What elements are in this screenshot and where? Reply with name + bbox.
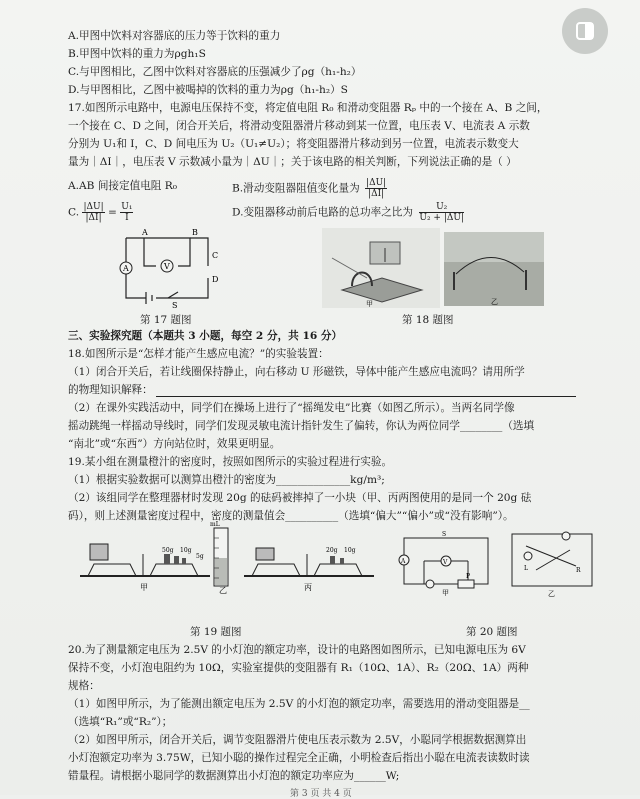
point-c-label: C (212, 251, 219, 260)
fig20-r-label: R (576, 567, 581, 574)
weight-50g-label: 50g (162, 547, 174, 554)
q17-option-a: A.AB 间接定值电阻 R₀ (68, 180, 177, 192)
point-b-label: B (192, 228, 198, 237)
voltmeter-label: V (164, 262, 170, 271)
fig18-caption: 第 18 题图 (402, 314, 454, 326)
q17-text-3: 分别为 U₁和 I，C、D 间电压为 U₂（U₁≠U₂）；将变阻器滑片移动到另一位置，电流表示数变大 (68, 138, 519, 150)
q20-text-8: 错量程。请根据小聪同学的数据测算出小灯泡的额定功率应为______W; (68, 770, 400, 782)
fraction-num: U₁ (121, 202, 133, 212)
fig19-cylinder-yi (208, 520, 238, 594)
fig19-caption: 第 19 题图 (190, 626, 242, 638)
q17-b-fraction (365, 178, 387, 199)
fig20-p-label: P (466, 573, 471, 580)
fig18-jia-label: 甲 (366, 300, 373, 308)
ammeter-label: A (123, 264, 129, 273)
q20-text-6: （2）如图甲所示，闭合开关后，调节变阻器滑片使电压表示数为 2.5V，小聪同学根据数据测算出 (68, 734, 527, 746)
q16-option-b: B.甲图中饮料的重力为ρgh₁S (68, 48, 206, 60)
fraction-den: |ΔI| (368, 189, 385, 199)
q17-option-b-label: B.滑动变阻器阻值变化量为 (232, 182, 360, 195)
q20-text-3: 规格： (68, 680, 100, 692)
fig20-circuit-yi (506, 526, 598, 598)
q18-text-1: 18.如图所示是“怎样才能产生感应电流？”的实验装置： (68, 348, 329, 360)
q20-text-7: 小灯泡额定功率为 3.75W，已知小聪的操作过程完全正确，小明检查后指出小聪在电流表读数时读 (68, 752, 530, 764)
q17-circuit-diagram (108, 226, 238, 311)
q17-text-2: 一个接在 C、D 之间，闭合开关后，将滑动变阻器滑片移动到某一位置，电压表 V、电流表 A 示数 (68, 120, 530, 132)
weight-10g-label: 10g (180, 547, 192, 554)
q19-text-4: 码），则上述测量密度过程中，密度的测量值会__________（选填“偏大”“偏小”或“没有影响”）。 (68, 510, 514, 522)
fraction-den: U₂ + |ΔU| (419, 213, 464, 223)
fraction-num: |ΔU| (366, 178, 387, 188)
q16-option-d: D.与甲图相比，乙图中被喝掉的饮料的重力为ρg（h₁-h₂）S (68, 84, 348, 96)
screen-record-icon (574, 20, 596, 42)
q19-text-1: 19.某小组在测量橙汁的密度时，按照如图所示的实验过程进行实验。 (68, 456, 393, 468)
fig17-caption: 第 17 题图 (140, 314, 192, 326)
cylinder-ml-label: mL (210, 521, 220, 528)
weight-20g-label: 20g (326, 547, 338, 554)
screen-record-button[interactable] (562, 8, 608, 54)
q17-option-b (232, 178, 387, 199)
fraction-num: |ΔU| (83, 202, 104, 212)
point-d-label: D (212, 275, 219, 284)
q17-option-d (232, 202, 464, 223)
fig18-apparatus-photo (322, 228, 440, 308)
q18-answer-blank[interactable] (156, 396, 576, 397)
fig19-balance-bing (244, 532, 374, 592)
q19-text-2: （1）根据实验数据可以测算出橙汁的密度为______________kg/m³; (68, 474, 385, 486)
fig20-jia-label: 甲 (442, 589, 449, 596)
page-footer: 第 3 页 共 4 页 (290, 789, 352, 799)
fig20-circuit-jia (396, 530, 496, 596)
q18-text-3 (68, 384, 608, 397)
fraction-num: U₂ (419, 202, 464, 213)
fig20-yi-label: 乙 (548, 590, 555, 598)
q17-option-c (68, 202, 133, 223)
q17-d-fraction (419, 202, 464, 223)
q18-text-2: （1）闭合开关后，若让线圈保持静止，向右移动 U 形磁铁，导体中能产生感应电流吗？请用所学 (68, 366, 525, 378)
section-3-heading: 三、实验探究题（本题共 3 小题，每空 2 分，共 16 分） (68, 330, 343, 342)
weight-10g-label-bing: 10g (344, 547, 356, 554)
fig19-bing-label: 丙 (304, 583, 312, 592)
q18-text-4: （2）在课外实践活动中，同学们在操场上进行了“摇绳发电”比赛（如图乙所示）。当两名同学像 (68, 402, 515, 414)
equals-sign: = (108, 206, 117, 219)
q17-option-c-label: C. (68, 206, 80, 219)
q20-text-5: （选填“R₁”或“R₂”）； (68, 716, 173, 728)
q17-text-4: 量为｜ΔI｜，电压表 V 示数减小量为｜ΔU｜；关于该电路的相关判断，下列说法正确的是（ ） (68, 156, 517, 168)
fig19-balance-jia (80, 532, 210, 592)
fig20-ammeter-label: A (401, 558, 406, 565)
fraction-den: |ΔI| (85, 213, 102, 223)
q20-text-4: （1）如图甲所示，为了能测出额定电压为 2.5V 的小灯泡的额定功率，需要选用的滑动变阻器是__ (68, 698, 530, 710)
q17-option-d-label: D.变阻器移动前后电路的总功率之比为 (232, 206, 413, 219)
q16-option-c: C.与甲图相比，乙图中饮料对容器底的压强减少了ρg（h₁-h₂） (68, 66, 362, 78)
fraction-den: I (125, 213, 129, 223)
fig19-yi-label: 乙 (219, 586, 227, 594)
fig20-caption: 第 20 题图 (466, 626, 518, 638)
fig18-rope-photo (444, 232, 544, 306)
q18-text-6: “南北”或“东西”）方向站位时，效果更明显。 (68, 438, 281, 450)
q17-c-fraction-left (82, 202, 104, 223)
q20-text-1: 20.为了测量额定电压为 2.5V 的小灯泡的额定功率，设计的电路图如图所示，已知电源电压为 6V (68, 644, 526, 656)
fig18-yi-label: 乙 (491, 298, 498, 306)
q16-option-a: A.甲图中饮料对容器底的压力等于饮料的重力 (68, 30, 281, 42)
point-a-label: A (142, 228, 148, 237)
q17-c-fraction-right (120, 202, 133, 223)
fig19-jia-label: 甲 (140, 583, 148, 592)
fig20-switch-label: S (442, 531, 447, 538)
q19-text-3: （2）该组同学在整理器材时发现 20g 的砝码被摔掉了一小块（甲、丙两图使用的是同一个 20g 砝 (68, 492, 532, 504)
q17-text-1: 17.如图所示电路中，电源电压保持不变，将定值电阻 R₀ 和滑动变阻器 Rₚ 中的一个接在 A、B 之间， (68, 102, 548, 114)
q18-text-3-label: 的物理知识解释： (68, 384, 153, 396)
q18-text-5: 摇动跳绳一样摇动导线时，同学们发现灵敏电流计指针发生了偏转，你认为两位同学________（选填 (68, 420, 535, 432)
weight-5g-label: 5g (196, 553, 204, 560)
q20-text-2: 保持不变，小灯泡电阻约为 10Ω，实验室提供的变阻器有 R₁（10Ω、1A）、R₂（20Ω、1A）两种 (68, 662, 529, 674)
switch-label: S (172, 301, 178, 310)
fig20-l-label: L (524, 565, 528, 572)
fig20-voltmeter-label: V (443, 559, 448, 566)
